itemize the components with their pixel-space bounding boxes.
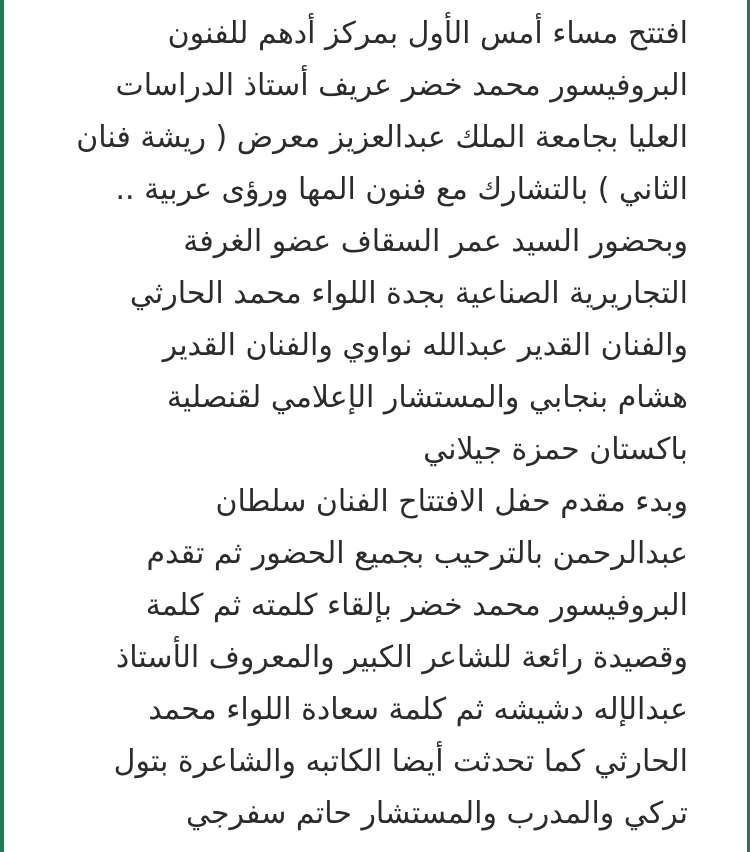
- article-line: عبدالإله دشيشه ثم كلمة سعادة اللواء محمد: [148, 692, 688, 727]
- article-line: البروفيسور محمد خضر بإلقاء كلمته ثم كلمة: [145, 588, 688, 623]
- article-line: وبدء مقدم حفل الافتتاح الفنان سلطان: [215, 484, 688, 519]
- article-line: وقصيدة رائعة للشاعر الكبير والمعروف الأستاذ: [115, 640, 688, 675]
- article-line: البروفيسور محمد خضر عريف أستاذ الدراسات: [115, 68, 688, 103]
- article-line: الحارثي كما تحدثت أيضا الكاتبه والشاعرة بتول: [113, 744, 688, 779]
- article-line: افتتح مساء أمس الأول بمركز أدهم للفنون: [167, 16, 688, 51]
- article-line: التجاريرية الصناعية بجدة اللواء محمد الحارثي: [129, 276, 688, 311]
- article-line: العليا بجامعة الملك عبدالعزيز معرض ( ريشة فنان: [76, 120, 688, 155]
- article-line: تركي والمدرب والمستشار حاتم سفرجي: [185, 796, 688, 831]
- article-line: الثاني ) بالتشارك مع فنون المها ورؤى عربية ..: [115, 172, 688, 207]
- article-line: باكستان حمزة جيلاني: [423, 432, 688, 467]
- article-line: هشام بنجابي والمستشار الإعلامي لقنصلية: [166, 380, 688, 415]
- page-frame-left: [0, 0, 4, 852]
- article-line: عبدالرحمن بالترحيب بجميع الحضور ثم تقدم: [146, 536, 688, 571]
- article-body: [48, 8, 688, 840]
- article-line: وبحضور السيد عمر السقاف عضو الغرفة: [183, 224, 688, 259]
- article-line: والفنان القدير عبدالله نواوي والفنان القدير: [162, 328, 688, 363]
